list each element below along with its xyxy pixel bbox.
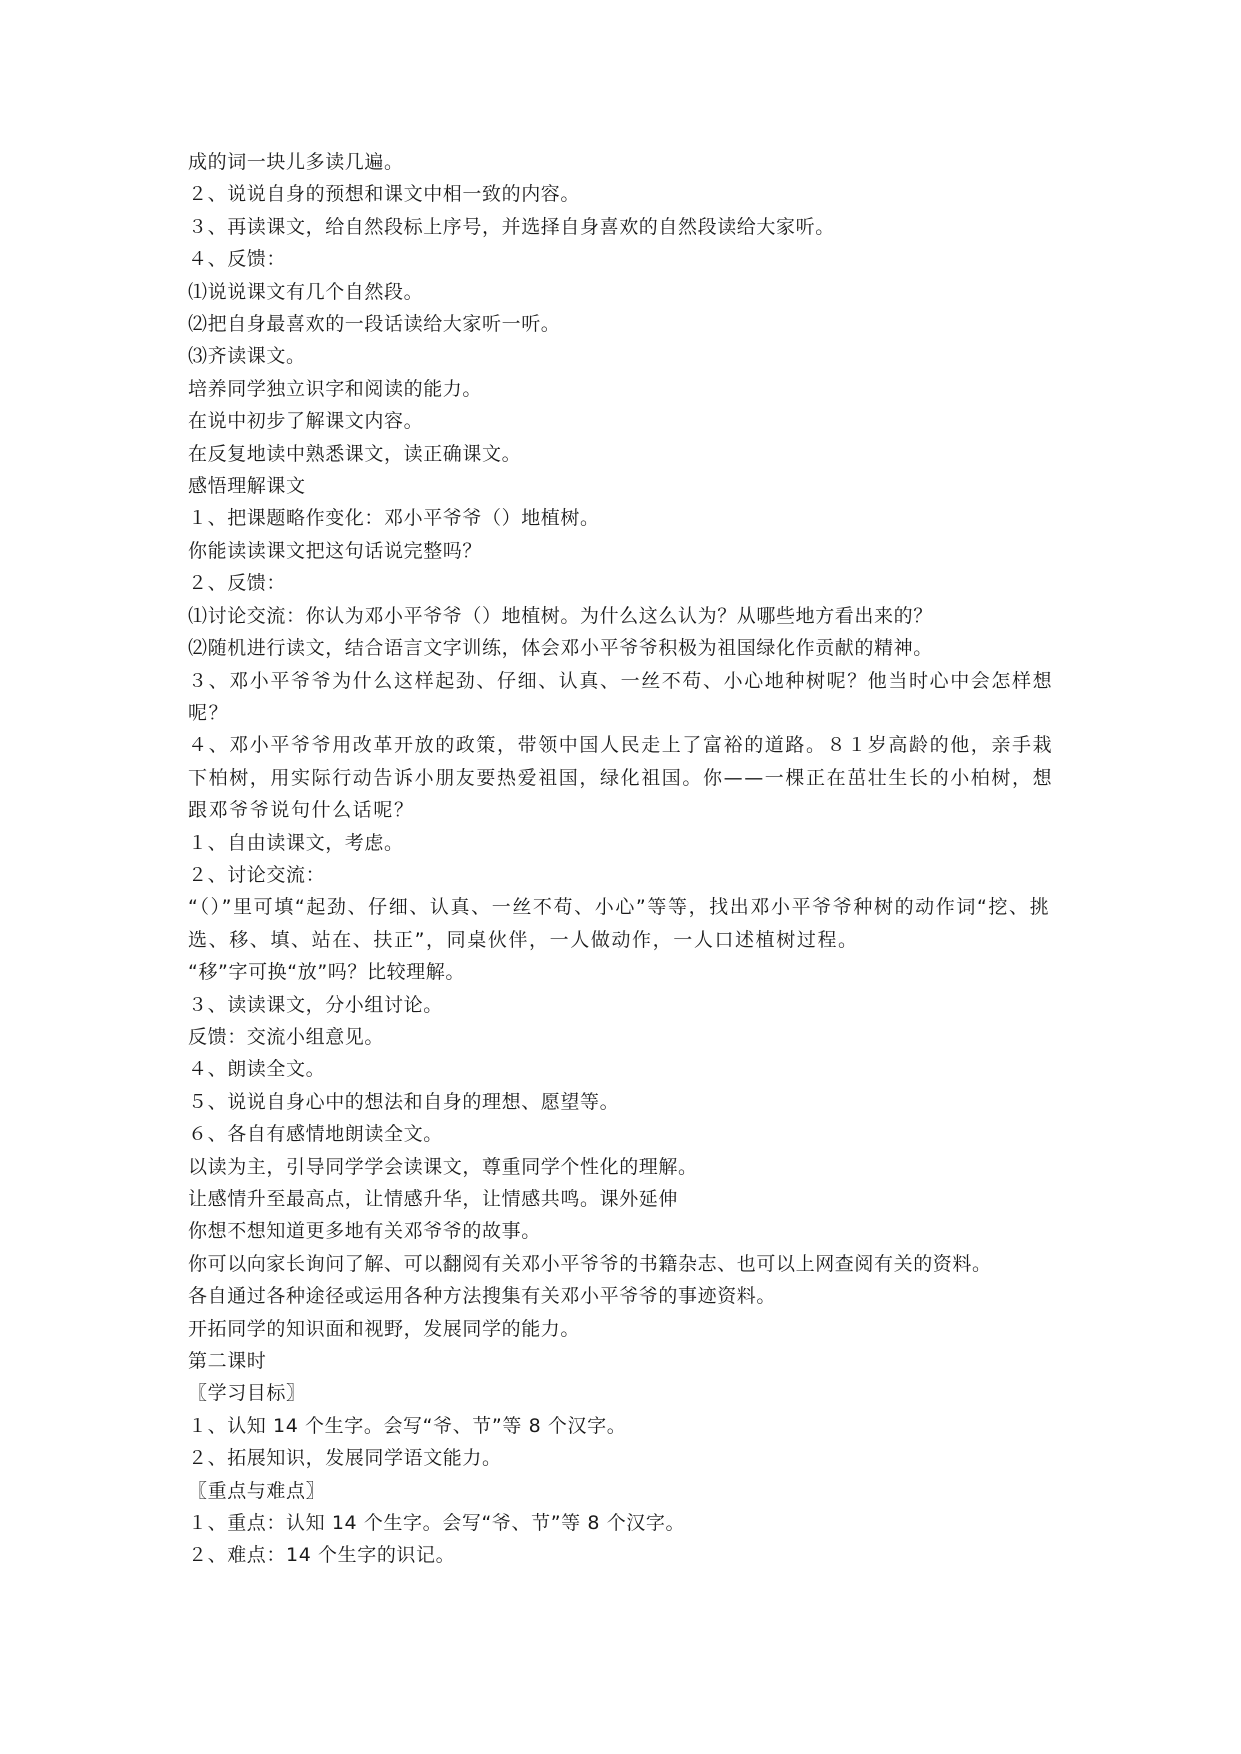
text-line: 以读为主，引导同学学会读课文，尊重同学个性化的理解。 — [188, 1155, 698, 1178]
text-line: １、把课题略作变化：邓小平爷爷（）地植树。 — [188, 507, 600, 530]
text-line: 各自通过各种途径或运用各种方法搜集有关邓小平爷爷的事迹资料。 — [188, 1285, 777, 1308]
text-line: 成的词一块儿多读几遍。 — [188, 151, 404, 173]
text-paragraph: ３、邓小平爷爷为什么这样起劲、仔细、认真、一丝不苟、小心地种树呢？他当时心中会怎样想呢？ — [188, 669, 1054, 724]
text-line: 让感情升至最高点，让情感升华，让情感共鸣。课外延伸 — [188, 1188, 679, 1210]
text-line: ３、再读课文，给自然段标上序号，并选择自身喜欢的自然段读给大家听。 — [188, 215, 835, 238]
text-line: 开拓同学的知识面和视野，发展同学的能力。 — [188, 1317, 581, 1340]
text-line: ２、难点：14 个生字的识记。 — [188, 1544, 456, 1567]
text-line: １、认知 14 个生字。会写“爷、节”等 8 个汉字。 — [188, 1414, 627, 1437]
text-line: ２、反馈： — [188, 572, 287, 595]
text-line: ２、说说自身的预想和课文中相一致的内容。 — [188, 183, 581, 206]
text-line: 在说中初步了解课文内容。 — [188, 410, 424, 433]
text-line: ６、各自有感情地朗读全文。 — [188, 1123, 443, 1146]
document-body — [188, 146, 1058, 1572]
text-line: 你能读读课文把这句话说完整吗？ — [188, 539, 483, 562]
text-line: ⑴讨论交流：你认为邓小平爷爷（）地植树。为什么这么认为？从哪些地方看出来的？ — [188, 604, 933, 627]
text-paragraph: ４、邓小平爷爷用改革开放的政策，带领中国人民走上了富裕的道路。８１岁高龄的他，亲手栽下柏树，用实际行动告诉小朋友要热爱祖国，绿化祖国。你——一棵正在茁壮生长的小柏树，想跟邓爷爷说句什么话呢？ — [188, 734, 1054, 822]
text-line: 你想不想知道更多地有关邓爷爷的故事。 — [188, 1220, 541, 1243]
text-line: １、自由读课文，考虑。 — [188, 831, 404, 854]
text-paragraph: “（）”里可填“起劲、仔细、认真、一丝不苟、小心”等等，找出邓小平爷爷种树的动作词“挖、挑选、移、填、站在、扶正”，同桌伙伴，一人做动作，一人口述植树过程。 — [188, 896, 1051, 951]
subsection-heading: 〖重点与难点〗 — [188, 1479, 326, 1502]
text-line: 培养同学独立识字和阅读的能力。 — [188, 377, 483, 400]
text-line: ４、反馈： — [188, 248, 287, 271]
subsection-heading: 〖学习目标〗 — [188, 1382, 306, 1405]
text-line: 你可以向家长询问了解、可以翻阅有关邓小平爷爷的书籍杂志、也可以上网查阅有关的资料。 — [188, 1252, 992, 1275]
text-line: １、重点：认知 14 个生字。会写“爷、节”等 8 个汉字。 — [188, 1512, 686, 1535]
text-line: ５、说说自身心中的想法和自身的理想、愿望等。 — [188, 1090, 620, 1113]
text-line: ⑵把自身最喜欢的一段话读给大家听一听。 — [188, 313, 561, 336]
text-line: 在反复地读中熟悉课文，读正确课文。 — [188, 442, 522, 465]
text-line: ２、拓展知识，发展同学语文能力。 — [188, 1447, 502, 1470]
section-heading: 第二课时 — [188, 1350, 267, 1373]
text-line: ⑴说说课文有几个自然段。 — [188, 280, 424, 303]
text-line: 反馈：交流小组意见。 — [188, 1025, 385, 1048]
text-line: ⑶齐读课文。 — [188, 345, 306, 368]
text-line: ２、讨论交流： — [188, 863, 326, 886]
section-heading: 感悟理解课文 — [188, 475, 306, 498]
text-line: ⑵随机进行读文，结合语言文字训练，体会邓小平爷爷积极为祖国绿化作贡献的精神。 — [188, 637, 933, 660]
text-line: ３、读读课文，分小组讨论。 — [188, 993, 443, 1016]
text-line: ４、朗读全文。 — [188, 1058, 326, 1081]
text-line: “移”字可换“放”吗？比较理解。 — [188, 961, 465, 984]
